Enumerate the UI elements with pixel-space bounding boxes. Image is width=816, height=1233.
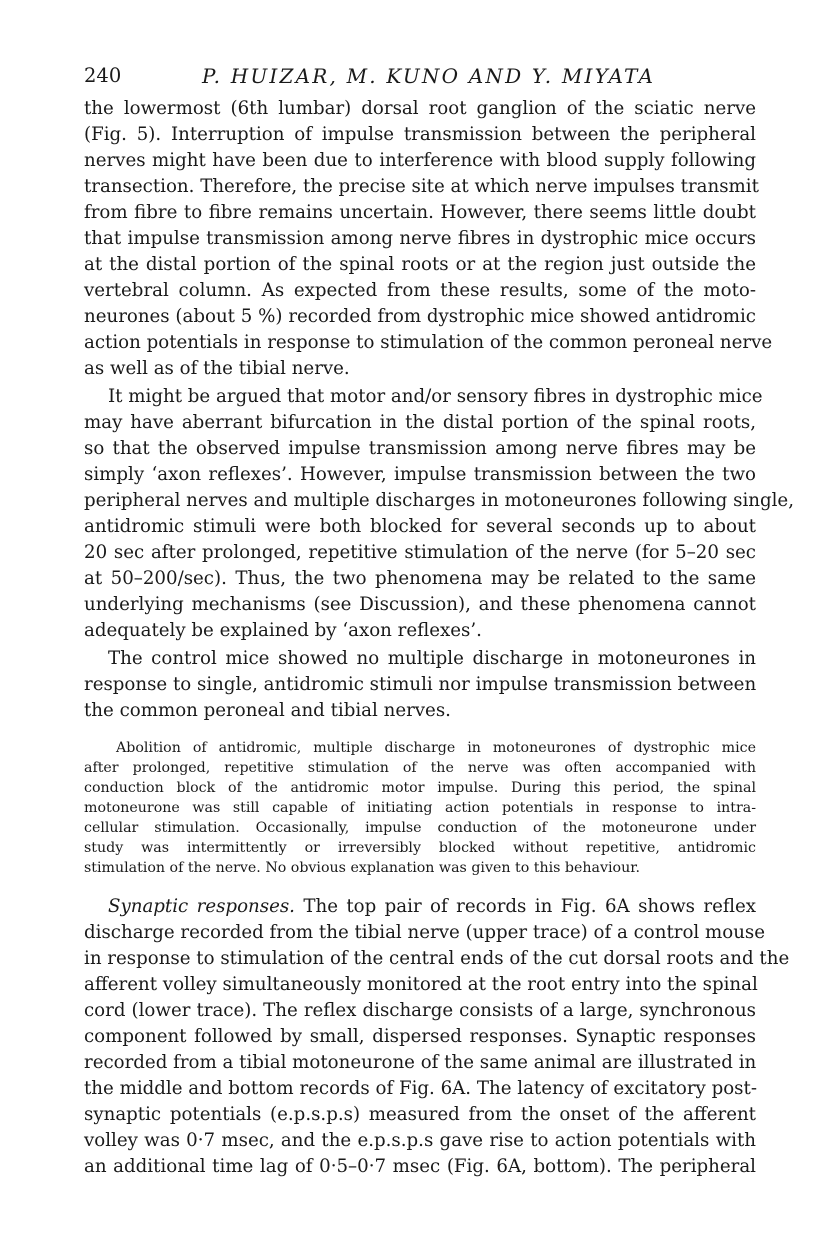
note-line: study was intermittently or irreversibly blocked without repetitive, antidromic (84, 840, 756, 856)
text-line: at the distal portion of the spinal roots or at the region just outside the (84, 254, 756, 275)
text-line: antidromic stimuli were both blocked for several seconds up to about (84, 516, 756, 537)
note-line: stimulation of the nerve. No obvious explanation was given to this behaviour. (84, 860, 640, 876)
text-line: recorded from a tibial motoneurone of the same animal are illustrated in (84, 1052, 757, 1073)
text-line: action potentials in response to stimulation of the common peroneal nerve (84, 332, 773, 353)
text-line: (Fig. 5). Interruption of impulse transmission between the peripheral (84, 124, 756, 145)
running-head: P. HUIZAR, M. KUNO AND Y. MIYATA (202, 64, 656, 88)
text-line: The control mice showed no multiple discharge in motoneurones in (108, 648, 756, 669)
text-line: response to single, antidromic stimuli nor impulse transmission between (84, 674, 757, 695)
note-line: cellular stimulation. Occasionally, impulse conduction of the motoneurone under (84, 820, 756, 836)
text-line: simply ‘axon reflexes’. However, impulse transmission between the two (84, 464, 756, 485)
text-line: may have aberrant bifurcation in the distal portion of the spinal roots, (84, 412, 756, 433)
section-first-line (108, 894, 756, 920)
text-line: neurones (about 5 %) recorded from dystrophic mice showed antidromic (84, 306, 756, 327)
text-line: 20 sec after prolonged, repetitive stimulation of the nerve (for 5–20 sec (84, 542, 756, 563)
text-line: nerves might have been due to interference with blood supply following (84, 150, 756, 171)
page-number: 240 (84, 64, 122, 87)
text-line: underlying mechanisms (see Discussion), and these phenomena cannot (84, 594, 756, 615)
text-line: cord (lower trace). The reflex discharge consists of a large, synchronous (84, 1000, 756, 1021)
text-line: at 50–200/sec). Thus, the two phenomena may be related to the same (84, 568, 756, 589)
text-line: that impulse transmission among nerve fibres in dystrophic mice occurs (84, 228, 756, 249)
text-line: volley was 0·7 msec, and the e.p.s.p.s gave rise to action potentials with (84, 1130, 756, 1151)
text-line: the lowermost (6th lumbar) dorsal root ganglion of the sciatic nerve (84, 98, 756, 119)
page-header (84, 64, 756, 94)
text-line: as well as of the tibial nerve. (84, 358, 350, 379)
text-line: so that the observed impulse transmission among nerve fibres may be (84, 438, 756, 459)
text-line: from fibre to fibre remains uncertain. However, there seems little doubt (84, 202, 756, 223)
text-line: component followed by small, dispersed responses. Synaptic responses (84, 1026, 756, 1047)
note-line: Abolition of antidromic, multiple discharge in motoneurones of dystrophic mice (116, 740, 756, 756)
text-line: discharge recorded from the tibial nerve (upper trace) of a control mouse (84, 922, 766, 943)
text-line: an additional time lag of 0·5–0·7 msec (Fig. 6A, bottom). The peripheral (84, 1156, 756, 1177)
text-line: afferent volley simultaneously monitored at the root entry into the spinal (84, 974, 758, 995)
note-line: after prolonged, repetitive stimulation of the nerve was often accompanied with (84, 760, 756, 776)
text-line: vertebral column. As expected from these results, some of the moto- (84, 280, 756, 301)
text-line: the middle and bottom records of Fig. 6A. The latency of excitatory post- (84, 1078, 757, 1099)
text-line: transection. Therefore, the precise site at which nerve impulses transmit (84, 176, 759, 197)
section-first-line-text: The top pair of records in Fig. 6A shows reflex (294, 896, 756, 917)
text-line: adequately be explained by ‘axon reflexes’. (84, 620, 482, 641)
text-line: in response to stimulation of the central ends of the cut dorsal roots and the (84, 948, 790, 969)
note-line: conduction block of the antidromic motor impulse. During this period, the spinal (84, 780, 756, 796)
text-line: the common peroneal and tibial nerves. (84, 700, 451, 721)
text-line: peripheral nerves and multiple discharges in motoneurones following single, (84, 490, 794, 511)
text-line: synaptic potentials (e.p.s.p.s) measured from the onset of the afferent (84, 1104, 756, 1125)
note-line: motoneurone was still capable of initiating action potentials in response to intra- (84, 800, 756, 816)
text-line: It might be argued that motor and/or sensory fibres in dystrophic mice (108, 386, 763, 407)
section-heading: Synaptic responses. (108, 896, 295, 917)
